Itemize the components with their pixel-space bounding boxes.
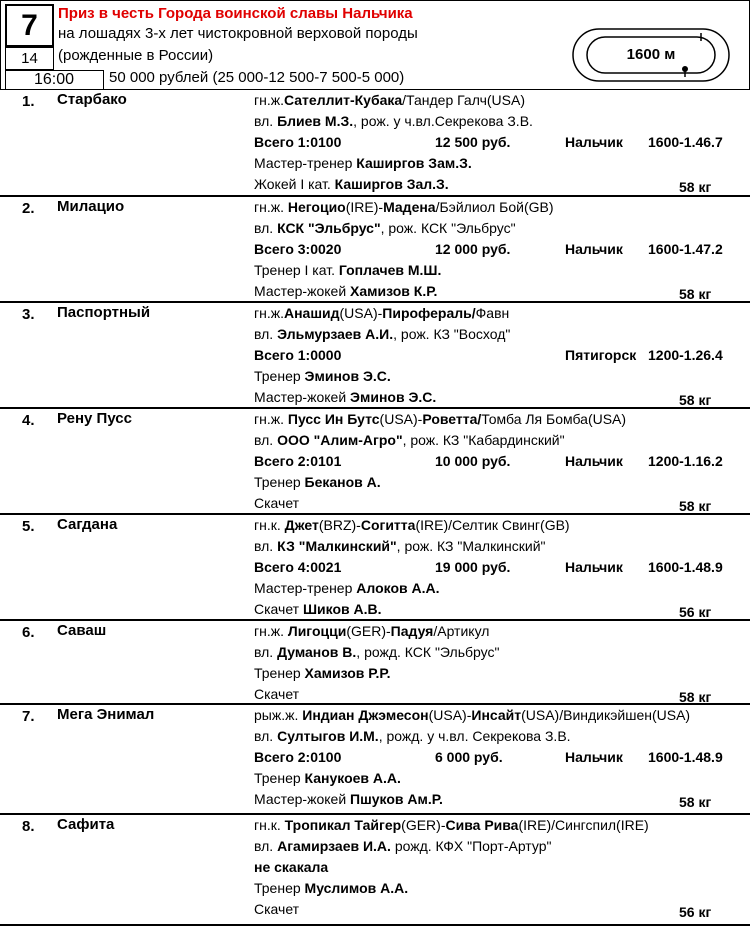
best-track: Нальчик (565, 453, 623, 469)
entry-row (0, 90, 750, 197)
text-run: , рож. КСК "Эльбрус" (380, 220, 516, 236)
text-run: гн.к. (254, 517, 285, 533)
text-run: Эминов Э.С. (350, 389, 437, 405)
text-run: (BRZ)- (318, 517, 361, 533)
best-track: Нальчик (565, 134, 623, 150)
horse-name: Сафита (57, 816, 115, 833)
weight: 56 кг (679, 904, 712, 920)
entry-row (0, 621, 750, 705)
text-run: Хамизов Р.Р. (304, 665, 391, 681)
text-run: Падуя (390, 623, 434, 639)
text-run: Мастер-тренер (254, 155, 357, 171)
best-track: Нальчик (565, 241, 623, 257)
best-time: 1200-1.26.4 (648, 347, 723, 363)
owner-breeder (254, 432, 565, 448)
entry-number: 5. (22, 518, 35, 535)
note: не скакала (254, 859, 329, 875)
record: Всего 2:0100 (254, 749, 342, 765)
text-run: КСК "Эльбрус" (277, 220, 381, 236)
weight: 58 кг (679, 689, 712, 705)
owner-breeder (254, 113, 533, 129)
text-run: Беканов А. (304, 474, 381, 490)
trainer (254, 155, 472, 171)
text-run: (IRE)- (345, 199, 384, 215)
race-header (0, 0, 750, 90)
text-run: гн.ж. (254, 92, 284, 108)
text-run: Фавн (475, 305, 510, 321)
trainer (254, 368, 391, 384)
text-run: Мастер-жокей (254, 791, 351, 807)
text-run: Каширгов Зал.З. (334, 176, 449, 192)
jockey (254, 686, 299, 702)
best-time: 1600-1.48.9 (648, 559, 723, 575)
earnings: 6 000 руб. (435, 749, 503, 765)
text-run: Эльмурзаев А.И. (277, 326, 394, 342)
text-run: Джет (284, 517, 319, 533)
best-time: 1600-1.46.7 (648, 134, 723, 150)
entry-number: 7. (22, 708, 35, 725)
pedigree (254, 305, 509, 321)
record: Всего 2:0101 (254, 453, 342, 469)
text-run: вл. (254, 326, 278, 342)
pedigree (254, 817, 649, 833)
text-run: Пирофераль/ (382, 305, 476, 321)
text-run: Мастер-тренер (254, 580, 357, 596)
text-run: (USA)- (428, 707, 472, 723)
text-run: КЗ "Малкинский" (277, 538, 397, 554)
trainer (254, 262, 441, 278)
text-run: вл. (254, 838, 278, 854)
best-time: 1600-1.48.9 (648, 749, 723, 765)
text-run: рыж.ж. (254, 707, 303, 723)
text-run: , рожд. КСК "Эльбрус" (356, 644, 500, 660)
text-run: Согитта (360, 517, 416, 533)
text-run: Блиев М.З. (277, 113, 354, 129)
text-run: , рож. у ч.вл.Секрекова З.В. (353, 113, 533, 129)
text-run: гн.к. (254, 817, 285, 833)
race-number: 7 (5, 4, 54, 47)
owner-breeder (254, 220, 516, 236)
race-title: Приз в честь Города воинской славы Нальчика (58, 5, 413, 22)
text-run: Алоков А.А. (356, 580, 440, 596)
owner-breeder (254, 538, 546, 554)
text-run: Султыгов И.М. (277, 728, 379, 744)
weight: 58 кг (679, 392, 712, 408)
text-run: (USA)- (339, 305, 383, 321)
pedigree (254, 411, 626, 427)
owner-breeder (254, 326, 510, 342)
pedigree (254, 92, 525, 108)
record: Всего 1:0000 (254, 347, 342, 363)
text-run: вл. (254, 644, 278, 660)
horse-name: Рену Пусс (57, 410, 132, 427)
text-run: Канукоев А.А. (304, 770, 401, 786)
jockey (254, 389, 436, 405)
text-run: Мастер-жокей (254, 283, 351, 299)
text-run: Тренер (254, 368, 305, 384)
owner-breeder (254, 728, 571, 744)
track-diagram-icon (571, 23, 731, 85)
text-run: Сива Рива (445, 817, 519, 833)
earnings: 19 000 руб. (435, 559, 511, 575)
text-run: Лигоцци (287, 623, 347, 639)
text-run: вл. (254, 113, 278, 129)
weight: 58 кг (679, 794, 712, 810)
text-run: гн.ж. (254, 199, 288, 215)
text-run: , рож. КЗ "Восход" (393, 326, 511, 342)
earnings: 12 000 руб. (435, 241, 511, 257)
record: Всего 3:0020 (254, 241, 342, 257)
text-run: Томба Ля Бомба(USA) (481, 411, 627, 427)
record: Всего 1:0100 (254, 134, 342, 150)
text-run: Сателлит-Кубака (283, 92, 403, 108)
race-conditions: на лошадях 3-х лет чистокровной верховой породы (58, 25, 418, 42)
text-run: Инсайт (471, 707, 522, 723)
track-distance: 1600 м (626, 46, 676, 63)
text-run: Тренер (254, 880, 305, 896)
text-run: Негоцио (287, 199, 346, 215)
text-run: (GER)- (346, 623, 391, 639)
text-run: /Артикул (433, 623, 490, 639)
horse-name: Старбако (57, 91, 127, 108)
text-run: Тренер (254, 474, 305, 490)
entry-row (0, 515, 750, 621)
text-run: (IRE)/Сингспил(IRE) (518, 817, 649, 833)
text-run: Думанов В. (277, 644, 357, 660)
text-run: гн.ж. (254, 411, 288, 427)
horse-name: Мега Энимал (57, 706, 155, 723)
text-run: Анашид (283, 305, 340, 321)
entry-number: 1. (22, 93, 35, 110)
entry-row (0, 197, 750, 303)
text-run: Пшуков Ам.Р. (350, 791, 443, 807)
text-run: Муслимов А.А. (304, 880, 409, 896)
entry-row (0, 303, 750, 409)
text-run: ООО "Алим-Агро" (277, 432, 403, 448)
text-run: , рожд. у ч.вл. Секрекова З.В. (378, 728, 571, 744)
jockey (254, 601, 382, 617)
text-run: Тропикал Тайгер (284, 817, 402, 833)
text-run: (USA)- (379, 411, 423, 427)
text-run: Эминов Э.С. (304, 368, 391, 384)
text-run: /Бэйлиол Бой(GB) (435, 199, 554, 215)
entry-row (0, 409, 750, 515)
best-track: Нальчик (565, 559, 623, 575)
horse-name: Милацио (57, 198, 125, 215)
entry-number: 4. (22, 412, 35, 429)
text-run: Каширгов Зам.З. (356, 155, 472, 171)
horse-name: Саваш (57, 622, 107, 639)
pedigree (254, 199, 554, 215)
text-run: (GER)- (401, 817, 446, 833)
jockey (254, 495, 299, 511)
trainer (254, 880, 408, 896)
trainer (254, 770, 401, 786)
text-run: вл. (254, 728, 278, 744)
pedigree (254, 707, 690, 723)
text-run: Хамизов К.Р. (350, 283, 438, 299)
weight: 58 кг (679, 498, 712, 514)
horse-name: Паспортный (57, 304, 151, 321)
entry-row (0, 705, 750, 815)
text-run: /Тандер Галч(USA) (402, 92, 525, 108)
owner-breeder (254, 644, 499, 660)
text-run: Жокей I кат. (254, 176, 335, 192)
text-run: Мадена (383, 199, 436, 215)
text-run: вл. (254, 432, 278, 448)
jockey (254, 283, 437, 299)
weight: 58 кг (679, 286, 712, 302)
text-run: (IRE)/Селтик Свинг(GB) (415, 517, 570, 533)
best-time: 1600-1.47.2 (648, 241, 723, 257)
pedigree (254, 623, 489, 639)
pedigree (254, 517, 570, 533)
text-run: Агамирзаев И.А. (277, 838, 391, 854)
race-conditions-note: (рожденные в России) (58, 47, 214, 64)
trainer (254, 474, 381, 490)
entry-number: 6. (22, 624, 35, 641)
jockey (254, 791, 443, 807)
text-run: Скачет (254, 901, 300, 917)
text-run: , рож. КЗ "Кабардинский" (402, 432, 565, 448)
entry-number: 8. (22, 818, 35, 835)
entry-number: 3. (22, 306, 35, 323)
race-time: 16:00 (5, 70, 104, 90)
best-track: Нальчик (565, 749, 623, 765)
text-run: вл. (254, 538, 278, 554)
record: Всего 4:0021 (254, 559, 342, 575)
text-run: гн.ж. (254, 305, 284, 321)
text-run: Роветта/ (422, 411, 482, 427)
best-time: 1200-1.16.2 (648, 453, 723, 469)
text-run: Шиков А.В. (302, 601, 382, 617)
race-prize: 50 000 рублей (25 000-12 500-7 500-5 000) (109, 69, 405, 86)
text-run: Тренер (254, 770, 305, 786)
text-run: гн.ж. (254, 623, 288, 639)
runner-count: 14 (5, 47, 54, 70)
jockey (254, 901, 299, 917)
text-run: Тренер I кат. (254, 262, 339, 278)
entry-row (0, 815, 750, 926)
text-run: Мастер-жокей (254, 389, 351, 405)
owner-breeder (254, 838, 551, 854)
text-run: рожд. КФХ "Порт-Артур" (390, 838, 552, 854)
weight: 56 кг (679, 604, 712, 620)
text-run: Скачет (254, 495, 300, 511)
jockey (254, 176, 449, 192)
text-run: Скачет (254, 601, 303, 617)
text-run: Индиан Джэмесон (302, 707, 429, 723)
text-run: Тренер (254, 665, 305, 681)
text-run: Пусс Ин Бутс (287, 411, 380, 427)
earnings: 12 500 руб. (435, 134, 511, 150)
weight: 58 кг (679, 179, 712, 195)
text-run: вл. (254, 220, 278, 236)
text-run: Гоплачев М.Ш. (338, 262, 442, 278)
trainer (254, 580, 440, 596)
text-run: (USA)/Виндикэйшен(USA) (521, 707, 691, 723)
best-track: Пятигорск (565, 347, 637, 363)
earnings: 10 000 руб. (435, 453, 511, 469)
text-run: , рож. КЗ "Малкинский" (396, 538, 546, 554)
entry-number: 2. (22, 200, 35, 217)
trainer (254, 665, 391, 681)
horse-name: Сагдана (57, 516, 118, 533)
text-run: Скачет (254, 686, 300, 702)
